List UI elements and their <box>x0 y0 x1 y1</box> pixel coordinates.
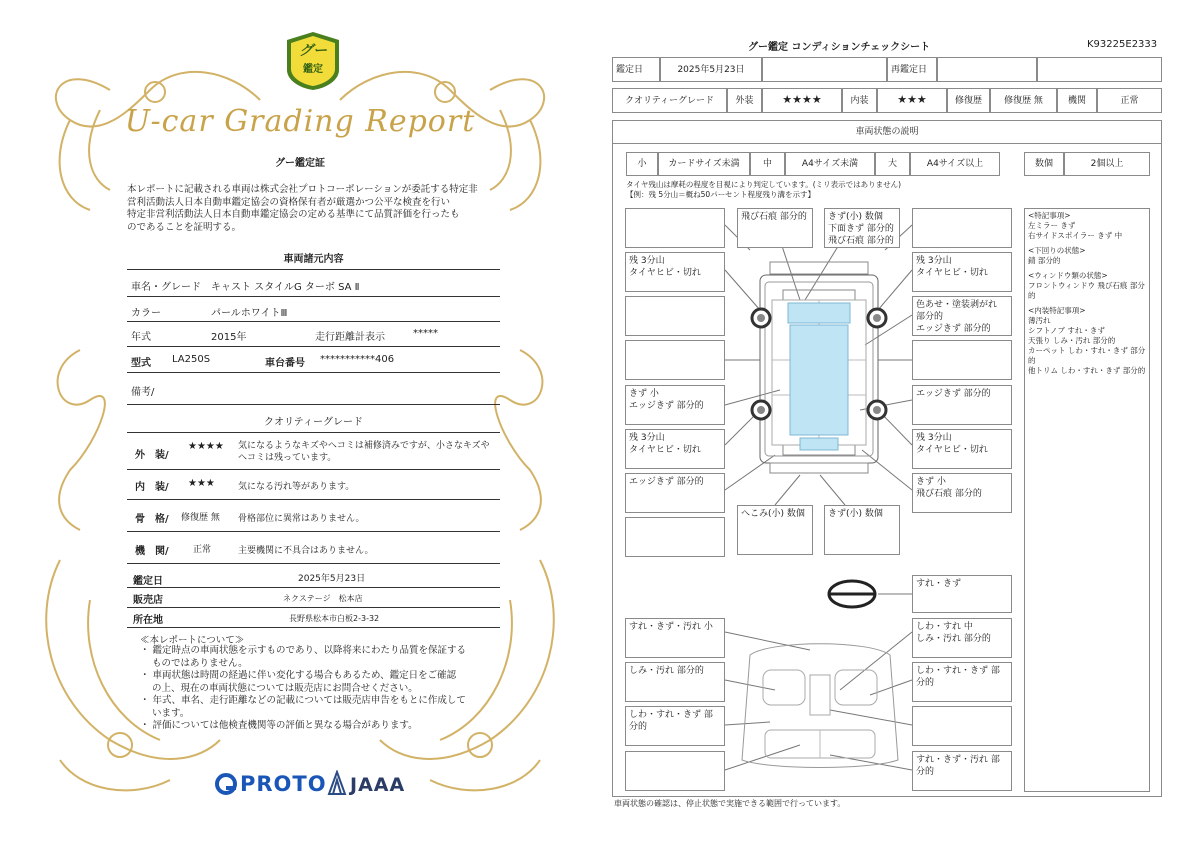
ext-note: エッジきず 部分的 <box>916 389 991 399</box>
divider <box>127 269 500 270</box>
box-right-blank-3 <box>912 340 1012 380</box>
engine-value: 正常 <box>1120 96 1139 106</box>
date-label: 鑑定日 <box>616 65 644 75</box>
ext-label: 外装 <box>735 96 754 106</box>
interior-desc: 気になる汚れ等があります。 <box>238 482 355 492</box>
notice-item: ・ 鑑定時点の車両状態を示すものであり、以降将来にわたり品質を保証する ものではありません。 <box>140 645 467 669</box>
certificate-title: グー鑑定証 <box>275 158 325 169</box>
intro-line: 特定非営利活動法人日本自動車鑑定協会の定める基準にて品質評価を行ったも <box>127 209 460 220</box>
sheet-footer: 車両状態の確認は、停止状態で実施できる範囲で行っています。 <box>614 799 846 808</box>
special-note-line: フロントウィンドウ 飛び石痕 部分的 <box>1028 281 1145 300</box>
logo-text-top: グー <box>299 43 327 59</box>
box-left-blank-bottom <box>625 517 725 557</box>
jaaa-logo-icon <box>327 770 347 796</box>
frame-desc: 骨格部位に異常はありません。 <box>238 514 365 524</box>
special-note-line: シフトノブ すれ・きず <box>1028 326 1105 335</box>
int-note: すれ・きず・汚れ 小 <box>629 622 713 632</box>
int-note: すれ・きず・汚れ 部分的 <box>916 755 1000 777</box>
frame-value: 修復歴 無 <box>181 513 220 523</box>
ext-note: 飛び石痕 部分的 <box>741 212 807 222</box>
box-int-left-blank <box>625 751 725 791</box>
special-note-line: 錆 部分的 <box>1028 256 1061 265</box>
spec-header: 車両諸元内容 <box>283 254 344 265</box>
box-front-center-right <box>824 208 900 248</box>
special-note-line: 右サイドスポイラー きず 中 <box>1028 231 1123 240</box>
ext-note: エッジきず 部分的 <box>629 401 704 411</box>
exterior-desc <box>238 440 503 464</box>
notice-list <box>140 645 500 733</box>
intro-line: のであることを証明する。 <box>127 221 242 233</box>
box-int-right-1 <box>912 618 1012 658</box>
special-note-line: 薄汚れ <box>1028 316 1051 325</box>
box-int-left-3 <box>625 706 725 746</box>
report-script-title: U-car Grading Report <box>124 104 476 139</box>
proto-logo-icon <box>214 772 238 796</box>
box-rear-center-left <box>737 505 813 555</box>
ext-note: きず(小) 数個 <box>828 212 883 222</box>
model-label: 型式 <box>131 358 151 369</box>
box-rear-center-right <box>824 505 900 555</box>
jaaa-brand: JAAA <box>350 774 406 796</box>
box-steering <box>912 575 1012 613</box>
divider <box>127 607 500 608</box>
mileage-label: 走行距離計表示 <box>315 332 385 343</box>
ext-note: きず 小 <box>916 477 946 487</box>
ext-note: 残 3分山 <box>629 256 665 266</box>
int-stars: ★★★ <box>897 93 927 106</box>
frame-label: 骨 格/ <box>135 514 169 525</box>
notes-label: 備考/ <box>131 387 155 398</box>
special-notes-panel <box>1024 208 1150 792</box>
box-left-rear <box>625 473 725 513</box>
special-note-line: <特記事項> <box>1028 211 1071 220</box>
special-note-line: カーペット しわ・すれ・きず 部分的 <box>1028 346 1146 365</box>
size-mid-desc: A4サイズ未満 <box>801 159 859 169</box>
exterior-desc-line: 気になるようなキズやヘコミは補修済みですが、小さなキズや <box>238 441 490 451</box>
divider <box>127 321 500 322</box>
box-right-tire-rear <box>912 429 1012 469</box>
ext-note: タイヤヒビ・切れ <box>629 445 701 455</box>
sheet-title: グー鑑定 コンディションチェックシート <box>748 42 931 53</box>
special-note-line: 他トリム しわ・すれ・きず 部分的 <box>1028 366 1146 375</box>
intro-line: 本レポートに記載される車両は株式会社プロトコーポレーションが委託する特定非 <box>127 184 478 195</box>
exterior-label: 外 装/ <box>135 450 169 461</box>
ext-note: 飛び石痕 部分的 <box>916 489 982 499</box>
engine-desc: 主要機関に不具合はありません。 <box>238 546 374 556</box>
proto-brand: PROTO <box>240 772 327 796</box>
box-front-center-left <box>737 208 813 248</box>
box-right-rear <box>912 473 1012 513</box>
ext-note: タイヤヒビ・切れ <box>916 445 988 455</box>
ext-note: 色あせ・塗装剥がれ 部分的 <box>916 300 998 322</box>
condition-header-text: 車両状態の説明 <box>855 127 919 137</box>
int-label: 内装 <box>850 96 869 106</box>
size-small: 小 <box>637 159 647 169</box>
ext-note: 下面きず 部分的 <box>828 224 894 234</box>
ext-note: きず 小 <box>629 389 659 399</box>
notice-title: ≪本レポートについて≫ <box>140 635 245 646</box>
condition-check-sheet <box>600 0 1200 848</box>
model-value: LA250S <box>172 354 211 365</box>
logo-text-bottom: 鑑定 <box>303 64 323 75</box>
name-value: キャスト スタイルG ターボ SA Ⅱ <box>211 282 360 293</box>
divider <box>127 627 500 628</box>
ext-note: きず(小) 数個 <box>828 509 883 519</box>
ext-note: 残 3分山 <box>916 433 952 443</box>
exterior-stars: ★★★★ <box>188 441 224 452</box>
special-note-line: <下回りの状態> <box>1028 246 1086 255</box>
shop-value: ネクステージ 松本店 <box>283 594 363 603</box>
color-value: パールホワイトⅢ <box>211 308 288 319</box>
year-label: 年式 <box>131 332 151 343</box>
box-int-right-3 <box>912 751 1012 791</box>
ext-note: 残 3分山 <box>916 256 952 266</box>
box-right-mid-1 <box>912 296 1012 336</box>
chassis-label: 車台番号 <box>265 358 305 369</box>
special-note-line: <ウィンドウ類の状態> <box>1028 271 1108 280</box>
box-left-blank-2 <box>625 296 725 336</box>
color-label: カラー <box>131 308 161 319</box>
int-note: しわ・すれ・きず 部分的 <box>916 666 1000 688</box>
box-left-blank-3 <box>625 340 725 380</box>
divider <box>127 563 500 564</box>
ext-stars: ★★★★ <box>782 93 822 106</box>
date-label: 鑑定日 <box>133 576 163 587</box>
int-note: しみ・汚れ 部分的 <box>916 634 991 644</box>
notice-item: ・ 車両状態は時間の経過に伴い変化する場合もあるため、鑑定日をご確認 の上、現在の車両状態については販売店にお問合せください。 <box>140 670 457 694</box>
int-note: しみ・汚れ 部分的 <box>629 666 704 676</box>
box-left-tire-rear <box>625 429 725 469</box>
count-desc: 2個以上 <box>1090 159 1124 169</box>
repair-value: 修復歴 無 <box>1004 96 1043 106</box>
quality-header: クオリティーグレード <box>264 417 363 428</box>
repair-label: 修復歴 <box>954 96 982 106</box>
special-note-line: <内装特記事項> <box>1028 306 1086 315</box>
size-large: 大 <box>887 159 897 169</box>
int-note: しわ・すれ・きず 部分的 <box>629 710 713 732</box>
divider <box>127 469 500 470</box>
box-int-left-1 <box>625 618 725 658</box>
ext-note: エッジきず 部分的 <box>916 324 991 334</box>
chassis-value: ***********406 <box>320 354 395 365</box>
box-front-left-blank <box>625 208 725 248</box>
size-small-desc: カードサイズ未満 <box>668 159 740 169</box>
int-note: しわ・すれ 中 <box>916 622 973 632</box>
interior-label: 内 装/ <box>135 482 169 493</box>
divider <box>127 346 500 347</box>
ext-note: タイヤヒビ・切れ <box>916 268 988 278</box>
box-int-right-2 <box>912 662 1012 702</box>
intro-paragraph <box>127 184 507 234</box>
ext-note: 残 3分山 <box>629 433 665 443</box>
divider <box>127 587 500 588</box>
name-label: 車名・グレード <box>131 282 201 293</box>
engine-label: 機 関/ <box>135 546 169 557</box>
notice-item: ・ 評価については他検査機関等の評価と異なる場合があります。 <box>140 720 418 731</box>
divider <box>127 499 500 500</box>
ext-note: へこみ(小) 数個 <box>741 509 805 519</box>
box-front-right-blank <box>912 208 1012 248</box>
box-left-tire-front <box>625 252 725 292</box>
shop-label: 販売店 <box>133 595 163 606</box>
divider <box>127 404 500 405</box>
engine-value: 正常 <box>193 545 212 555</box>
count-label: 数個 <box>1034 159 1053 169</box>
divider <box>127 372 500 373</box>
tire-note-2: 【例：残 5分山＝概ね50パーセント程度残り溝を示す】 <box>626 190 816 199</box>
grade-label: クオリティーグレード <box>624 96 715 106</box>
divider <box>127 432 500 433</box>
box-right-tire-front <box>912 252 1012 292</box>
divider <box>127 296 500 297</box>
box-left-mid <box>625 385 725 425</box>
interior-stars: ★★★ <box>188 478 215 489</box>
address-value: 長野県松本市白板2-3-32 <box>289 614 380 623</box>
steering-wheel-icon <box>829 581 875 607</box>
ext-note: 飛び石痕 部分的 <box>828 236 894 246</box>
divider <box>127 531 500 532</box>
box-right-mid-2 <box>912 385 1012 425</box>
intro-line: 営利活動法人日本自動車鑑定協会の資格保有者が厳選かつ公平な検査を行い <box>127 196 451 208</box>
notice-item: ・ 年式、車名、走行距離などの記載については販売店申告をもとに作成して います。 <box>140 695 466 719</box>
sheet-id: K93225E2333 <box>1087 39 1158 50</box>
box-int-right-blank <box>912 706 1012 746</box>
mileage-value: ***** <box>413 328 438 339</box>
date-value: 2025年5月23日 <box>677 65 745 75</box>
tire-note-1: タイヤ残山は摩耗の程度を目視により判定しています。(ミリ表示ではありません) <box>626 180 902 189</box>
exterior-desc-line: ヘコミは残っています。 <box>238 453 337 463</box>
box-int-left-2 <box>625 662 725 702</box>
recheck-label: 再鑑定日 <box>891 65 928 75</box>
ext-note: エッジきず 部分的 <box>629 477 704 487</box>
special-note-line: 天張り しみ・汚れ 部分的 <box>1028 336 1116 345</box>
ext-note: タイヤヒビ・切れ <box>629 268 701 278</box>
engine-label: 機関 <box>1067 96 1086 106</box>
size-mid: 中 <box>762 159 772 169</box>
address-label: 所在地 <box>133 615 163 626</box>
int-note: すれ・きず <box>916 579 962 589</box>
size-large-desc: A4サイズ以上 <box>926 159 984 169</box>
special-note-line: 左ミラー きず <box>1028 221 1076 230</box>
year-value: 2015年 <box>211 332 247 343</box>
date-value: 2025年5月23日 <box>298 574 366 584</box>
